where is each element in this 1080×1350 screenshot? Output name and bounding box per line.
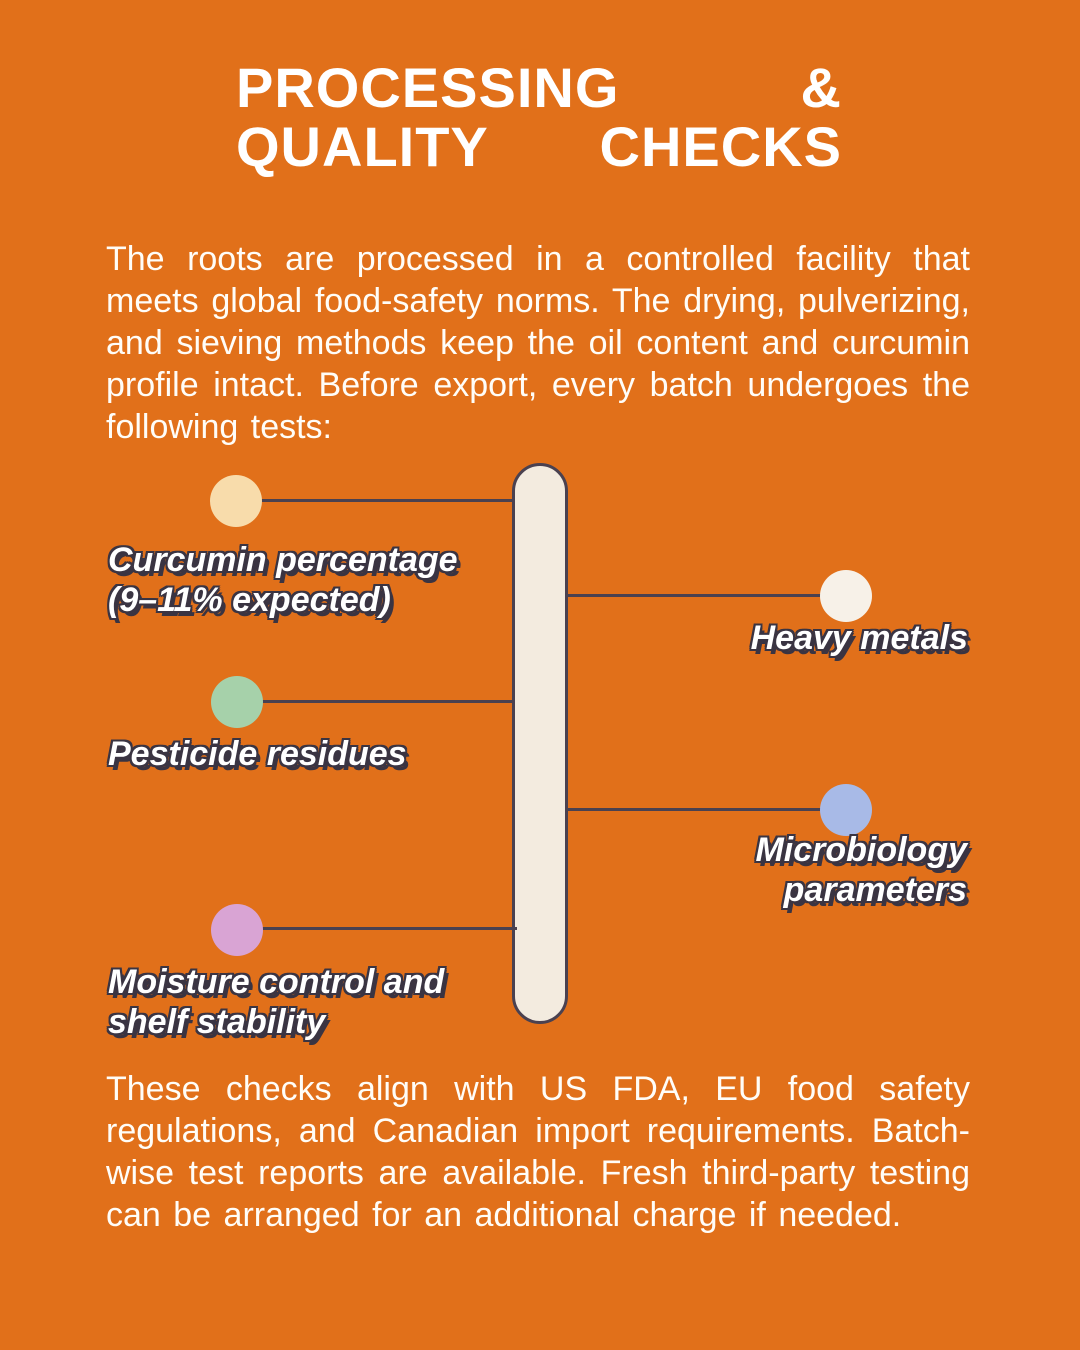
- connector-heavy-metals: [566, 594, 846, 597]
- title-ampersand: &: [800, 56, 842, 119]
- label-line: Heavy metals: [750, 619, 968, 657]
- page-title-line-1: [236, 58, 842, 117]
- label-line: Microbiology: [755, 831, 967, 869]
- connector-moisture-control: [237, 927, 517, 930]
- curcumin-percentage-label: [108, 540, 458, 620]
- moisture-control-dot: [211, 904, 263, 956]
- curcumin-percentage-dot: [210, 475, 262, 527]
- label-line: parameters: [783, 871, 967, 909]
- page-title-line-2: [236, 117, 842, 176]
- page-title: [236, 58, 842, 176]
- diagram-spine-bar: [512, 463, 568, 1024]
- label-line: shelf stability: [108, 1003, 326, 1041]
- heavy-metals-dot: [820, 570, 872, 622]
- microbiology-parameters-label: [755, 830, 967, 910]
- connector-pesticide-residues: [237, 700, 514, 703]
- connector-microbiology-parameters: [566, 808, 846, 811]
- label-line: Curcumin percentage: [108, 541, 458, 579]
- intro-paragraph: The roots are processed in a controlled facility that meets global food-safety norms. The drying, pulverizing, and sieving methods keep the oil content and curcumin profile intact. Before export, every batch undergoes the following tests:: [106, 240, 970, 446]
- label-line: Pesticide residues: [108, 735, 407, 773]
- label-line: (9–11% expected): [108, 581, 391, 619]
- pesticide-residues-dot: [211, 676, 263, 728]
- microbiology-parameters-dot: [820, 784, 872, 836]
- label-line: Moisture control and: [108, 963, 445, 1001]
- connector-curcumin-percentage: [236, 499, 514, 502]
- title-word: QUALITY: [236, 115, 489, 178]
- title-word: PROCESSING: [236, 56, 620, 119]
- footer-paragraph: These checks align with US FDA, EU food safety regulations, and Canadian import requirements. Batch-wise test reports are available. Fresh third-party testing can be arranged for an additional charge if needed.: [106, 1070, 970, 1234]
- pesticide-residues-label: [108, 734, 407, 774]
- title-word: CHECKS: [599, 115, 842, 178]
- moisture-control-label: [108, 962, 444, 1042]
- heavy-metals-label: [751, 618, 968, 658]
